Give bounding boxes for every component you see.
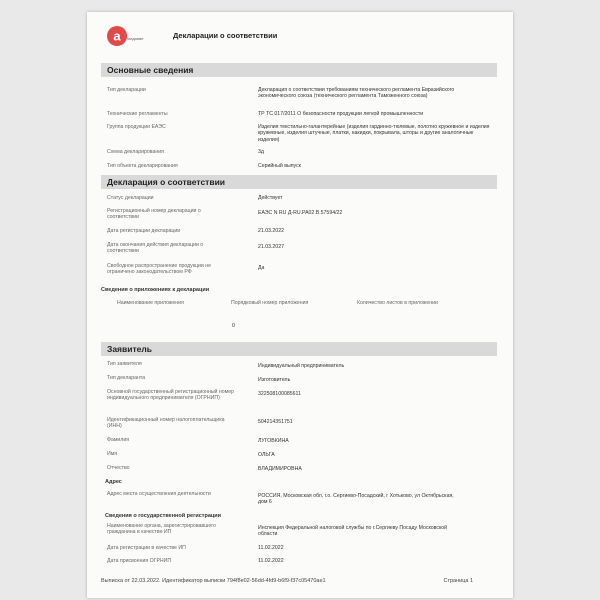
field-label: Адрес места осуществления деятельности [107, 491, 211, 497]
field-label: Статус декларации [107, 195, 154, 201]
field-value: 3д [258, 149, 264, 155]
field-value: Индивидуальный предприниматель [258, 363, 345, 369]
field-value: 504214351751 [258, 419, 293, 425]
appendix-col-sheets: Количество листов в приложении [357, 300, 438, 306]
field-label: Тип объекта декларирования [107, 163, 178, 169]
field-label: Свободное распространение продукции не ограничено законодательством РФ [107, 263, 212, 276]
field-value: Действует [258, 195, 283, 201]
field-value: Инспекция Федеральной налоговой службы по г.Сергиеву Посаду Московской области [258, 525, 448, 538]
field-value: Изготовитель [258, 377, 291, 383]
footer-extract-id: Выписка от 22.03.2022. Идентификатор выписки 794f8e02-56dd-4fd9-b6f9-f37c05470ae1 [101, 578, 326, 584]
logo-text: Ткедание [126, 36, 144, 41]
field-value: Изделия текстильно-галантерейные (изделия гардинно-тюлевые, полотно кружевное и изделия кружевные, изделия штучные, платки, накидки, покрывала, шторы и другие аналогичные изделия) [258, 124, 490, 143]
field-label: Дата регистрации декларации [107, 228, 181, 234]
section-applicant-header: Заявитель [101, 342, 497, 356]
field-label: Фамилия [107, 437, 130, 443]
appendix-title: Сведения о приложениях к декларации [101, 287, 210, 293]
registration-title: Сведения о государственной регистрации [105, 513, 222, 519]
field-value: ЕАЭС N RU Д-RU.PA02.B.57594/22 [258, 210, 343, 216]
field-label: Идентификационный номер налогоплательщика (ИНН) [107, 417, 225, 430]
field-label: Дата регистрации в качестве ИП [107, 545, 186, 551]
field-value: ЛУГОВКИНА [258, 438, 289, 444]
appendix-value: 0 [232, 323, 235, 329]
appendix-col-number: Порядковый номер приложения [231, 300, 309, 306]
field-value: 21.03.2027 [258, 244, 284, 250]
section-basic-header: Основные сведения [101, 63, 497, 77]
field-label: Дата присвоения ОГРНИП [107, 558, 172, 564]
field-label: Наименование органа, зарегистрировавшего гражданина в качестве ИП [107, 523, 216, 536]
section-declaration-header: Декларация о соответствии [101, 175, 497, 189]
field-label: Основной государственный регистрационный номер индивидуального предпринимателя (ОГРНИП) [107, 389, 234, 402]
footer-page-number: Страница 1 [443, 578, 473, 584]
field-label: Регистрационный номер декларации о соответствии [107, 208, 201, 221]
field-label: Отчество [107, 465, 130, 471]
field-label: Имя [107, 451, 118, 457]
field-value: 21.03.2022 [258, 228, 284, 234]
address-title: Адрес [105, 479, 122, 485]
field-value: ОЛЬГА [258, 452, 275, 458]
field-label: Тип декларации [107, 87, 146, 93]
field-value: Декларация о соответствии требованиям технического регламента Евразийского экономического союза (технического регламента Таможенного союза) [258, 87, 455, 100]
field-value: 11.02.2022 [258, 558, 284, 564]
field-value: ТР ТС 017/2011 О безопасности продукции легкой промышленности [258, 111, 424, 117]
field-label: Дата окончания действия декларации о соответствии [107, 242, 204, 255]
field-label: Схема декларирования [107, 149, 164, 155]
field-label: Тип декларанта [107, 375, 146, 381]
field-value: 322508100085611 [258, 391, 301, 397]
field-label: Технические регламенты [107, 111, 168, 117]
field-value: ВЛАДИМИРОВНА [258, 466, 302, 472]
field-value: 11.02.2022 [258, 545, 284, 551]
field-label: Тип заявителя [107, 361, 142, 367]
field-value: Да [258, 265, 265, 271]
field-value: РОССИЯ, Московская обл, г.о. Сергиево-Посадский, г Хотьково, ул Октябрьская, дом 6 [258, 493, 454, 506]
appendix-col-name: Наименование приложения [117, 300, 184, 306]
svg-text:a: a [113, 28, 121, 44]
document-page [87, 12, 513, 598]
field-value: Серийный выпуск [258, 163, 301, 169]
page-title: Декларации о соответствии [173, 31, 278, 40]
field-label: Группа продукции ЕАЭС [107, 124, 166, 130]
company-logo-icon [106, 25, 128, 47]
